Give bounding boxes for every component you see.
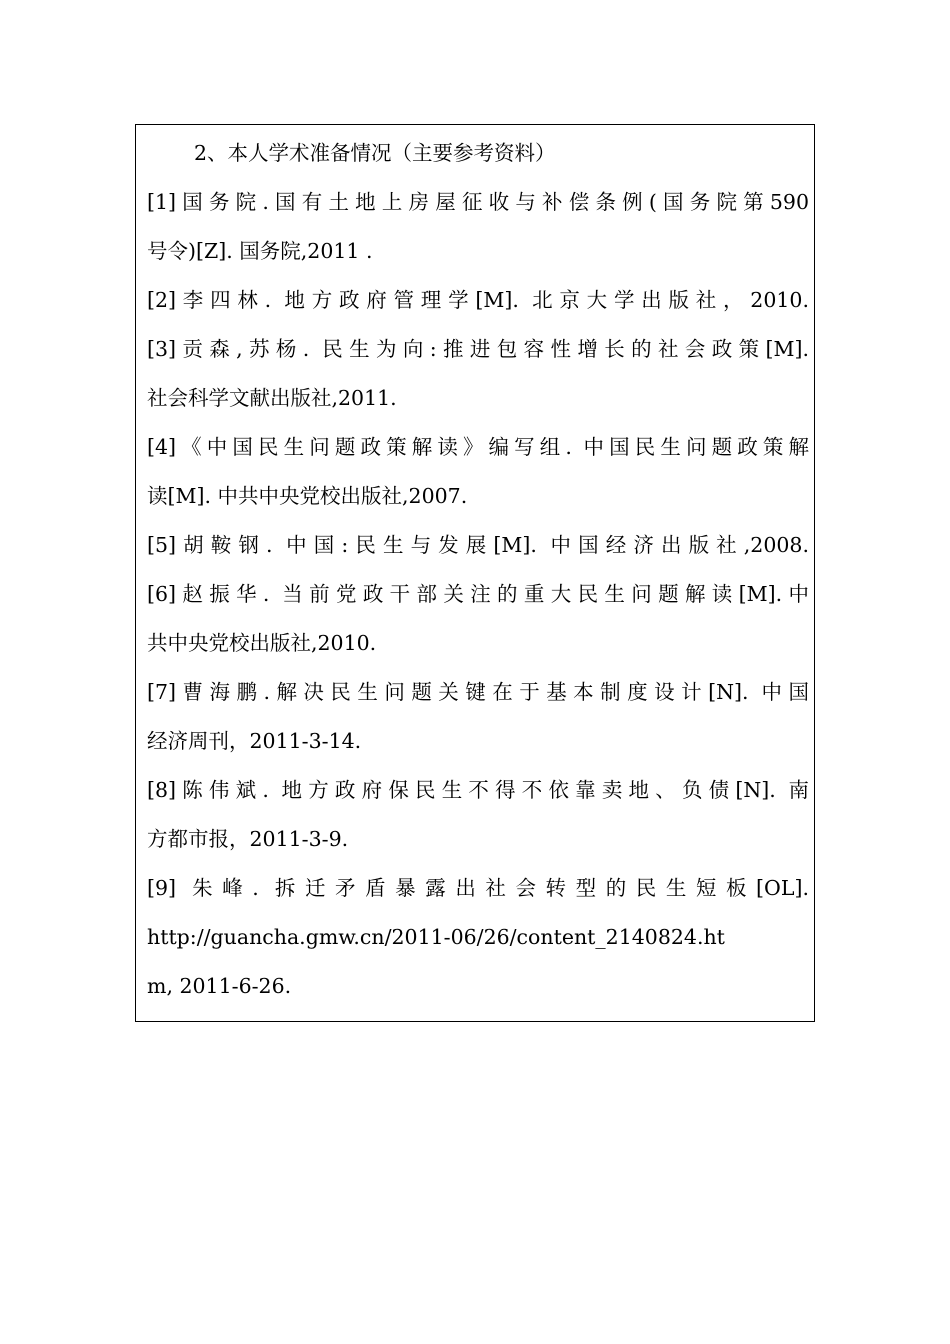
references-table-cell [135, 124, 815, 1022]
reference-line-17: m, 2011-6-26. [147, 974, 292, 998]
reference-line-12: 经济周刊，2011-3-14. [147, 729, 362, 753]
reference-line-7: 读[M]. 中共中央党校出版社,2007. [147, 484, 468, 508]
reference-line-5: 社会科学文献出版社,2011. [147, 386, 397, 410]
reference-line-9: [6]赵振华. 当前党政干部关注的重大民生问题解读[M].中 [147, 582, 809, 606]
reference-line-11: [7]曹海鹏.解决民生问题关键在于基本制度设计[N]. 中国 [147, 680, 809, 704]
reference-line-10: 共中央党校出版社,2010. [147, 631, 377, 655]
reference-line-8: [5]胡鞍钢. 中国:民生与发展[M]. 中国经济出版社,2008. [147, 533, 809, 557]
reference-line-14: 方都市报，2011-3-9. [147, 827, 349, 851]
reference-line-6: [4]《中国民生问题政策解读》编写组. 中国民生问题政策解 [147, 435, 809, 459]
reference-line-4: [3]贡森,苏杨. 民生为向:推进包容性增长的社会政策[M]. [147, 337, 809, 361]
reference-line-15: [9] 朱峰. 拆迁矛盾暴露出社会转型的民生短板[OL]. [147, 876, 809, 900]
reference-line-16: http://guancha.gmw.cn/2011-06/26/content_2140824.ht [147, 925, 725, 949]
reference-line-2: 号令)[Z]. 国务院,2011 . [147, 239, 373, 263]
reference-line-13: [8]陈伟斌. 地方政府保民生不得不依靠卖地、负债[N]. 南 [147, 778, 809, 802]
reference-line-3: [2]李四林. 地方政府管理学[M]. 北京大学出版社，2010. [147, 288, 809, 312]
reference-line-1: [1]国务院.国有土地上房屋征收与补偿条例(国务院第590 [147, 190, 809, 214]
section-heading: 2、本人学术准备情况（主要参考资料） [194, 141, 556, 165]
